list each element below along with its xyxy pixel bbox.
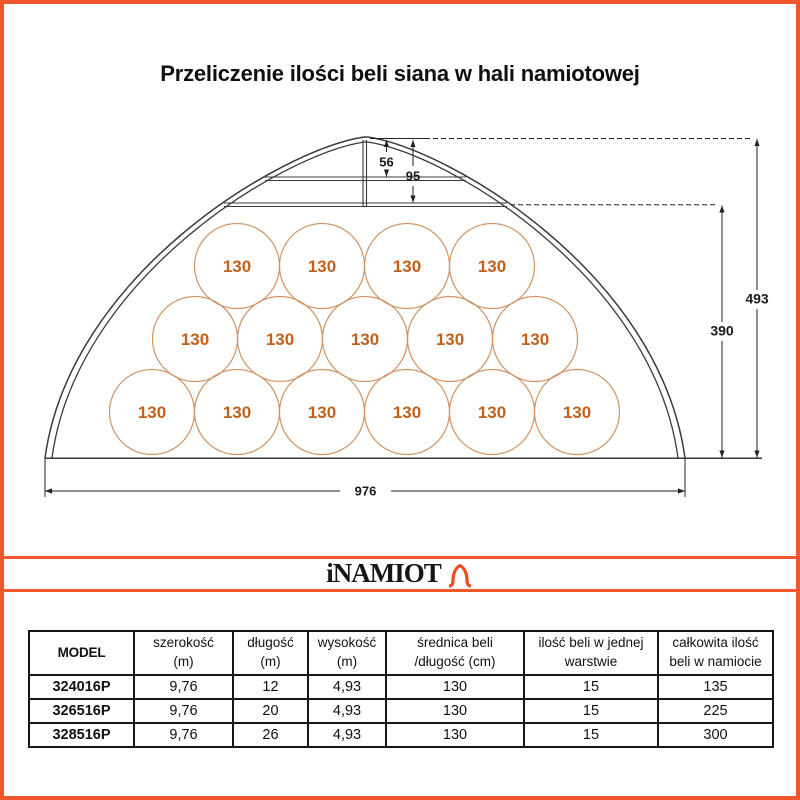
dim-95-label: 95 bbox=[405, 168, 421, 184]
cell-height: 4,93 bbox=[308, 723, 386, 747]
roof-frame bbox=[224, 140, 507, 207]
hay-bale bbox=[238, 297, 323, 382]
cell-height: 4,93 bbox=[308, 675, 386, 699]
header-width: szerokość (m) bbox=[134, 631, 233, 675]
cell-height: 4,93 bbox=[308, 699, 386, 723]
spec-table bbox=[28, 630, 774, 748]
hay-bale bbox=[153, 297, 238, 382]
bale-label: 130 bbox=[265, 330, 295, 349]
dim-976-label: 976 bbox=[354, 483, 377, 499]
dim-390-label: 390 bbox=[710, 322, 734, 339]
cell-width: 9,76 bbox=[134, 699, 233, 723]
hay-bale bbox=[110, 370, 195, 455]
hay-bale bbox=[450, 224, 535, 309]
hay-bale bbox=[535, 370, 620, 455]
dim-peak-to-purlin2 bbox=[406, 140, 420, 203]
dim-493-label: 493 bbox=[745, 290, 769, 307]
cell-bales-per-layer: 15 bbox=[524, 723, 658, 747]
bale-label: 130 bbox=[307, 257, 337, 276]
hay-bale bbox=[195, 224, 280, 309]
hay-bale bbox=[408, 297, 493, 382]
hay-bale bbox=[280, 370, 365, 455]
dim-total-height bbox=[745, 139, 769, 458]
cell-length: 26 bbox=[233, 723, 308, 747]
tent-arch-icon bbox=[446, 560, 474, 589]
header-model: MODEL bbox=[29, 631, 134, 675]
table-header-row bbox=[29, 631, 773, 675]
header-length: długość (m) bbox=[233, 631, 308, 675]
hay-bale bbox=[280, 224, 365, 309]
cell-length: 12 bbox=[233, 675, 308, 699]
cell-model: 324016P bbox=[29, 675, 134, 699]
bale-label: 130 bbox=[477, 257, 507, 276]
cell-length: 20 bbox=[233, 699, 308, 723]
bale-label: 130 bbox=[307, 403, 337, 422]
cell-model: 328516P bbox=[29, 723, 134, 747]
cell-bales-per-layer: 15 bbox=[524, 675, 658, 699]
hay-bale bbox=[493, 297, 578, 382]
table-row bbox=[29, 699, 773, 723]
brand-band bbox=[0, 556, 800, 592]
bale-label: 130 bbox=[350, 330, 380, 349]
table-row bbox=[29, 723, 773, 747]
hay-bale bbox=[365, 224, 450, 309]
dim-56-label: 56 bbox=[379, 154, 394, 170]
dim-total-width bbox=[45, 484, 685, 499]
hay-bale bbox=[195, 370, 280, 455]
header-height: wysokość (m) bbox=[308, 631, 386, 675]
dim-peak-to-purlin1 bbox=[379, 140, 393, 177]
cell-bale-diameter: 130 bbox=[386, 675, 524, 699]
header-bales-per-layer: ilość beli w jednej warstwie bbox=[524, 631, 658, 675]
bale-label: 130 bbox=[222, 403, 252, 422]
bale-label: 130 bbox=[222, 257, 252, 276]
bale-label: 130 bbox=[520, 330, 550, 349]
page-title: Przeliczenie ilości beli siana w hali namiotowej bbox=[160, 61, 640, 86]
hay-bale bbox=[365, 370, 450, 455]
bale-label: 130 bbox=[562, 403, 592, 422]
cell-bale-diameter: 130 bbox=[386, 699, 524, 723]
cell-width: 9,76 bbox=[134, 675, 233, 699]
bale-label: 130 bbox=[477, 403, 507, 422]
hay-bale bbox=[323, 297, 408, 382]
header-bale-diameter: średnica beli /długość (cm) bbox=[386, 631, 524, 675]
bale-label: 130 bbox=[137, 403, 167, 422]
cell-total-bales: 225 bbox=[658, 699, 773, 723]
header-total-bales: całkowita ilość beli w namiocie bbox=[658, 631, 773, 675]
bale-label: 130 bbox=[180, 330, 210, 349]
cell-width: 9,76 bbox=[134, 723, 233, 747]
dim-stack-height bbox=[710, 206, 734, 458]
bale-label: 130 bbox=[435, 330, 465, 349]
cell-bale-diameter: 130 bbox=[386, 723, 524, 747]
cell-total-bales: 135 bbox=[658, 675, 773, 699]
table-row bbox=[29, 675, 773, 699]
cell-bales-per-layer: 15 bbox=[524, 699, 658, 723]
hay-bale bbox=[450, 370, 535, 455]
cell-total-bales: 300 bbox=[658, 723, 773, 747]
bale-label: 130 bbox=[392, 403, 422, 422]
cell-model: 326516P bbox=[29, 699, 134, 723]
brand-logo-text: iNAMIOT bbox=[326, 557, 441, 588]
bale-label: 130 bbox=[392, 257, 422, 276]
